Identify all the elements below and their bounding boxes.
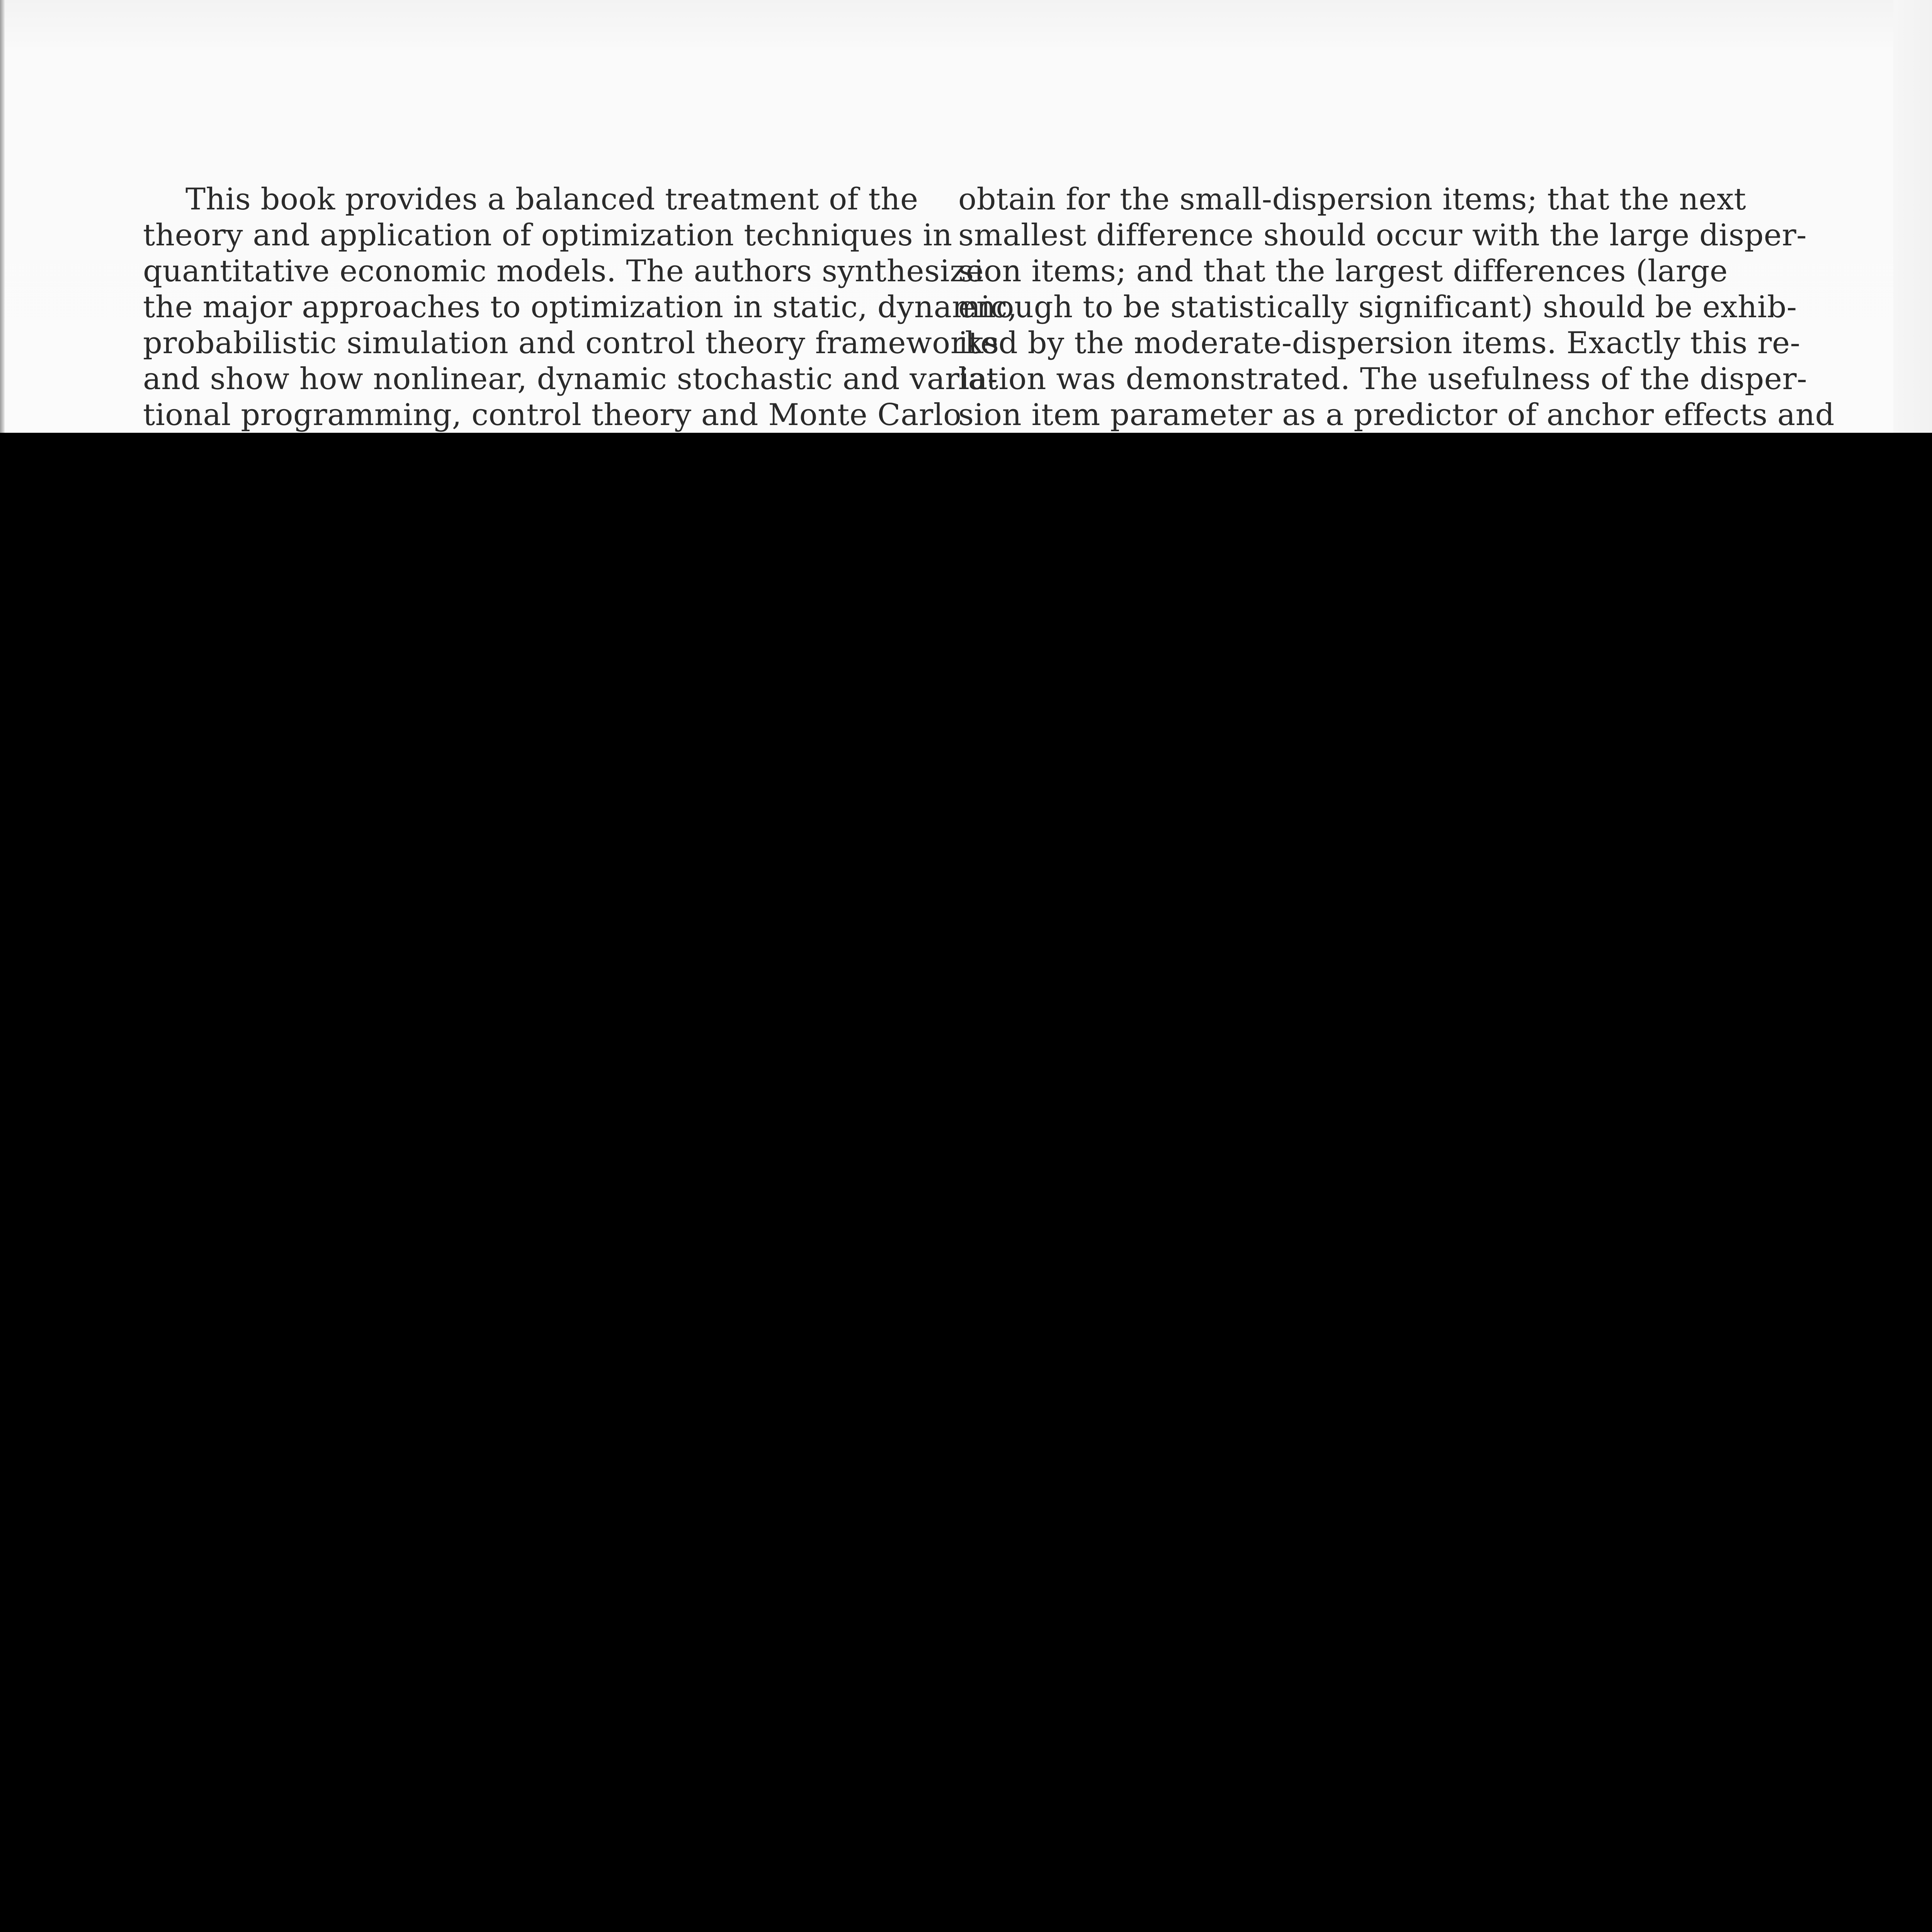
text-line: obtain for the small-dispersion items; that the next (958, 182, 1747, 217)
text-line: This book provides a balanced treatment of the (185, 182, 918, 217)
right-text-column (958, 182, 1835, 433)
text-line: enough to be statistically significant) should be exhib- (958, 290, 1797, 325)
text-line: tional programming, control theory and Monte Carlo (143, 398, 962, 432)
paper-edge-shadow (1893, 0, 1932, 433)
text-line: sion items; and that the largest differences (large (958, 254, 1728, 289)
text-line: smallest difference should occur with the large disper- (958, 218, 1807, 253)
paper-left-edge (0, 0, 5, 433)
text-line: sion item parameter as a predictor of anchor effects and (958, 398, 1835, 432)
text-line: and show how nonlinear, dynamic stochastic and varia- (143, 362, 998, 396)
left-text-column (143, 182, 1017, 433)
text-line: theory and application of optimization techniques in (143, 218, 952, 253)
text-line: lation was demonstrated. The usefulness of the disper- (958, 362, 1807, 396)
text-line: the major approaches to optimization in static, dynamic, (143, 290, 1017, 325)
text-line: probabilistic simulation and control theory frameworks (143, 326, 999, 361)
text-line: quantitative economic models. The authors synthesize (143, 254, 984, 289)
text-line: ited by the moderate-dispersion items. Exactly this re- (958, 326, 1801, 361)
